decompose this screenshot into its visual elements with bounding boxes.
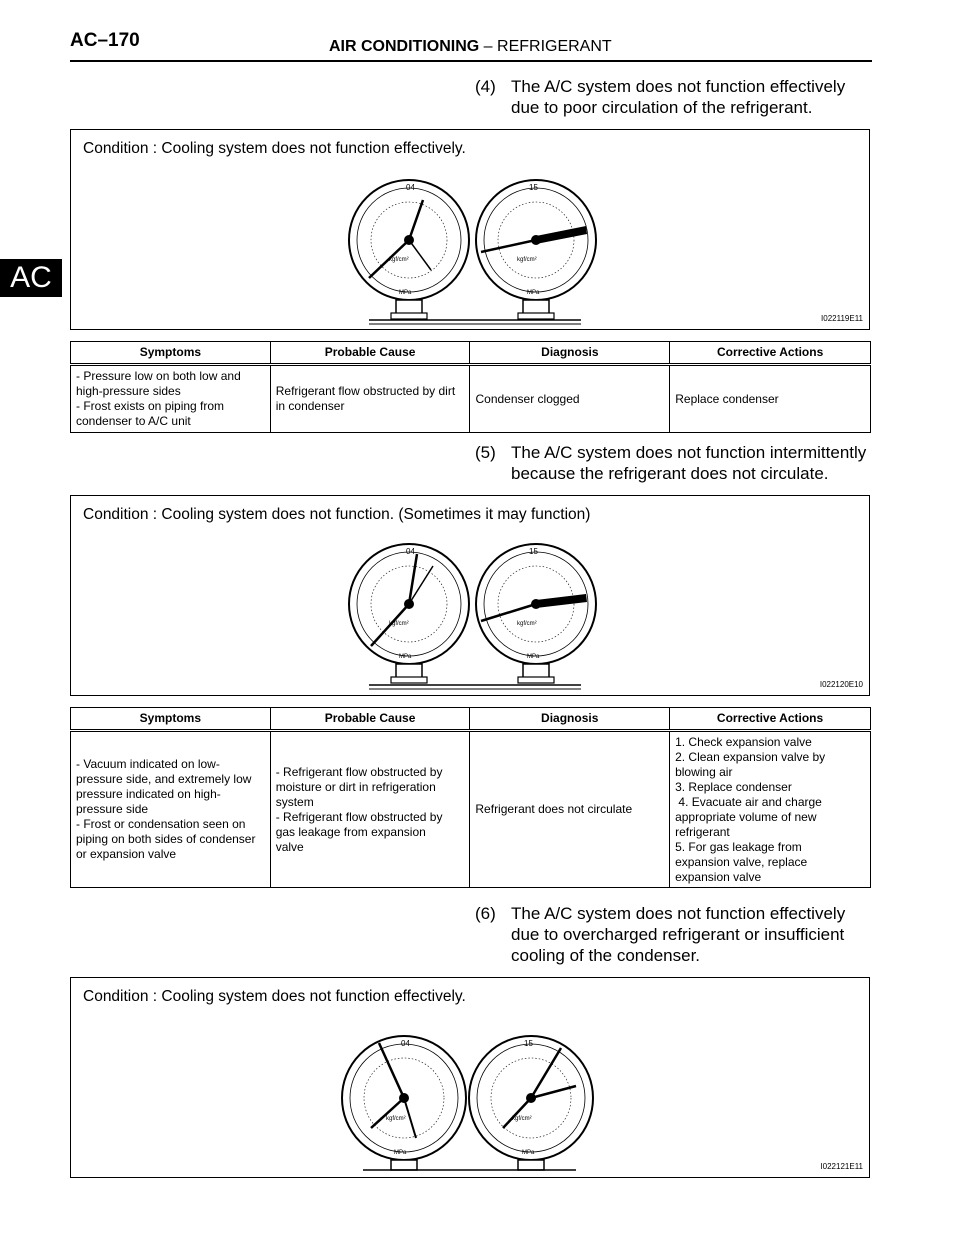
condition-caption: Condition : Cooling system does not function effectively. <box>83 140 466 157</box>
gauge-kgf-label: kgf/cm² <box>517 621 537 627</box>
step-text-line: The A/C system does not function effectively <box>511 77 846 96</box>
table-header-row <box>71 342 871 365</box>
gauge-unit-label: MPa <box>399 290 412 296</box>
gauge-tick-label: 15 <box>529 547 538 556</box>
actions-cell: 1. Check expansion valve 2. Clean expansion valve by blowing air 3. Replace condenser 4. Evacuate air and charge appropriate volume of new refrigerant 5. For gas leakage from expansion valve, replace expansion valve <box>670 731 871 888</box>
figure-5 <box>70 495 870 696</box>
gauge-kgf-label: kgf/cm² <box>517 257 537 263</box>
column-header: Probable Cause <box>270 708 470 731</box>
diagnosis-table-4 <box>70 341 871 433</box>
condition-caption: Condition : Cooling system does not function. (Sometimes it may function) <box>83 506 591 523</box>
cause-cell: - Refrigerant flow obstructed by moisture or dirt in refrigeration system - Refrigerant flow obstructed by gas leakage from expansion valve <box>270 731 470 888</box>
low-pressure-gauge <box>349 180 469 319</box>
gauge-unit-label: MPa <box>527 290 540 296</box>
diagnosis-table-5 <box>70 707 871 888</box>
gauge-tick-label: 15 <box>529 183 538 192</box>
diagnosis-cell: Refrigerant does not circulate <box>470 731 670 888</box>
step-text-line: due to overcharged refrigerant or insufficient <box>511 925 845 944</box>
gauge-tick-label: 04 <box>406 547 415 556</box>
low-pressure-gauge <box>349 544 469 683</box>
step-6 <box>475 903 875 966</box>
column-header: Corrective Actions <box>670 342 871 365</box>
gauge-tick-label: 15 <box>524 1039 533 1048</box>
gauge-unit-label: MPa <box>399 654 412 660</box>
symptoms-cell: - Pressure low on both low and high-pressure sides - Frost exists on piping from condenser to A/C unit <box>71 365 271 433</box>
actions-cell: Replace condenser <box>670 365 871 433</box>
gauge-illustration <box>71 496 871 697</box>
high-pressure-gauge <box>476 180 596 319</box>
gauge-kgf-label: kgf/cm² <box>386 1116 406 1122</box>
step-text-line: cooling of the condenser. <box>511 946 701 965</box>
step-number: (6) <box>475 904 496 923</box>
column-header: Symptoms <box>71 342 271 365</box>
gauge-kgf-label: kgf/cm² <box>389 257 409 263</box>
page-title: AIR CONDITIONING – REFRIGERANT <box>329 38 612 55</box>
gauge-illustration <box>71 978 871 1179</box>
gauge-illustration <box>71 130 871 331</box>
table-row <box>71 731 871 888</box>
figure-id: I022120E10 <box>819 680 863 689</box>
step-text-line: The A/C system does not function effectively <box>511 904 846 923</box>
page-number: AC–170 <box>70 30 140 51</box>
step-4 <box>475 76 875 118</box>
figure-id: I022121E11 <box>820 1162 863 1171</box>
section-tab: AC <box>0 259 62 297</box>
diagnosis-cell: Condenser clogged <box>470 365 670 433</box>
figure-6 <box>70 977 870 1178</box>
high-pressure-gauge <box>476 544 596 683</box>
gauge-kgf-label: kgf/cm² <box>512 1116 532 1122</box>
gauge-kgf-label: kgf/cm² <box>389 621 409 627</box>
gauge-unit-label: MPa <box>522 1150 535 1156</box>
step-5 <box>475 442 875 484</box>
column-header: Symptoms <box>71 708 271 731</box>
table-header-row <box>71 708 871 731</box>
gauge-tick-label: 04 <box>401 1039 410 1048</box>
header-rule <box>70 60 872 62</box>
column-header: Diagnosis <box>470 342 670 365</box>
low-pressure-gauge <box>342 1036 466 1170</box>
column-header: Probable Cause <box>270 342 470 365</box>
step-number: (4) <box>475 77 496 96</box>
high-pressure-gauge <box>469 1036 593 1170</box>
gauge-unit-label: MPa <box>394 1150 407 1156</box>
column-header: Corrective Actions <box>670 708 871 731</box>
step-text-line: The A/C system does not function intermittently <box>511 443 867 462</box>
gauge-tick-label: 04 <box>406 183 415 192</box>
gauge-unit-label: MPa <box>527 654 540 660</box>
figure-id: I022119E11 <box>821 314 863 323</box>
step-number: (5) <box>475 443 496 462</box>
cause-cell: Refrigerant flow obstructed by dirt in condenser <box>270 365 470 433</box>
figure-4 <box>70 129 870 330</box>
step-text-line: due to poor circulation of the refrigerant. <box>511 98 813 117</box>
step-text-line: because the refrigerant does not circulate. <box>511 464 829 483</box>
condition-caption: Condition : Cooling system does not function effectively. <box>83 988 466 1005</box>
column-header: Diagnosis <box>470 708 670 731</box>
table-row <box>71 365 871 433</box>
symptoms-cell: - Vacuum indicated on low- pressure side, and extremely low pressure indicated on high- pressure side - Frost or condensation seen on piping on both sides of condenser or expansion valve <box>71 731 271 888</box>
